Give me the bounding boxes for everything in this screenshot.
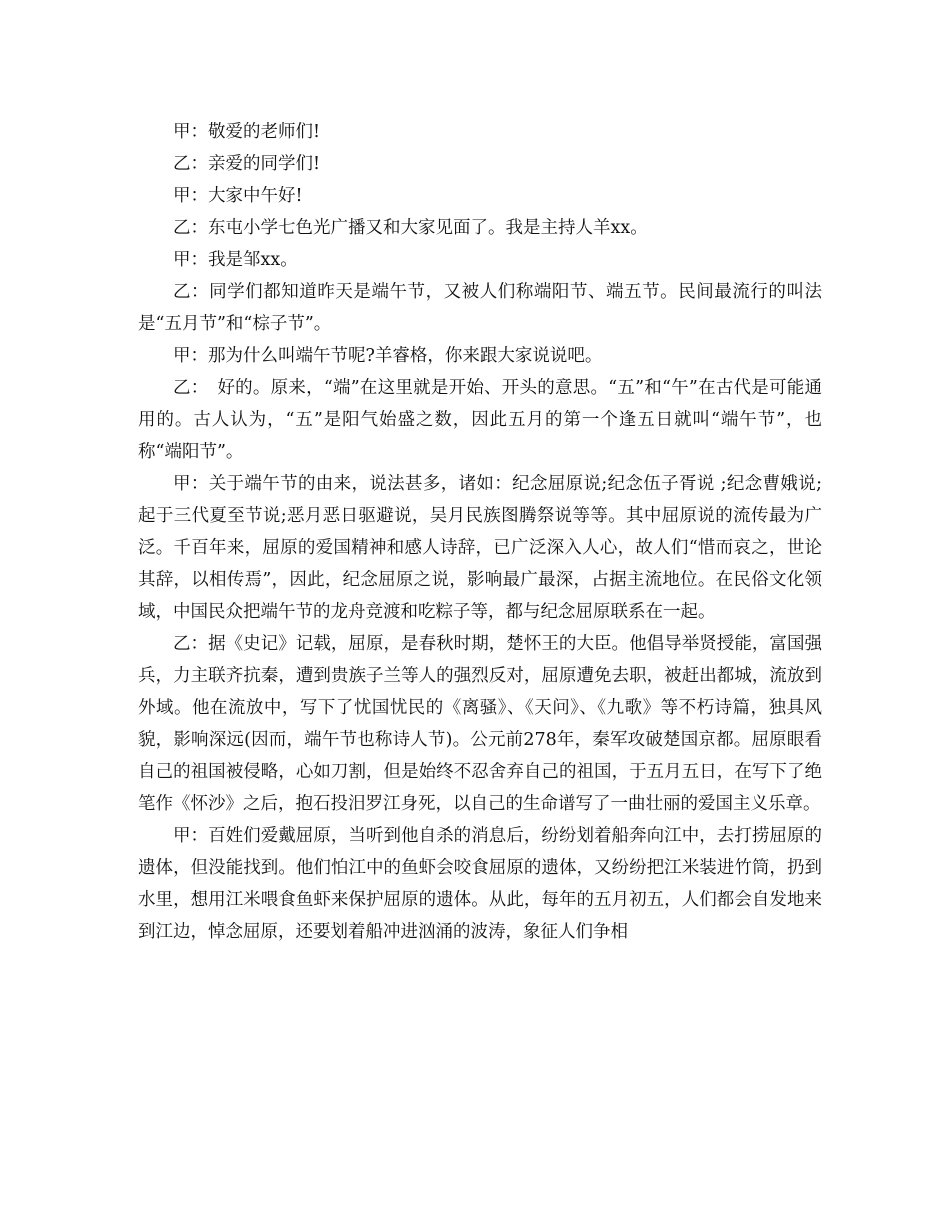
paragraph-people-mourning: 甲：百姓们爱戴屈原，当听到他自杀的消息后，纷纷划着船奔向江中，去打捞屈原的遗体，但没能找到。他们怕江中的鱼虾会咬食屈原的遗体，又纷纷把江米装进竹筒，扔到水里，想用江米喂食鱼虾来保护屈原的遗体。从此，每年的五月初五，人们都会自发地来到江边，悼念屈原，还要划着船冲进汹涌的波涛，象征人们争相 bbox=[138, 826, 822, 942]
paragraph-qu-yuan-history: 乙：据《史记》记载，屈原，是春秋时期，楚怀王的大臣。他倡导举贤授能，富国强兵，力主联齐抗秦，遭到贵族子兰等人的强烈反对，屈原遭免去职，被赶出都城，流放到外域。他在流放中，写下了忧国忧民的《离骚》、《天问》、《九歌》等不朽诗篇，独具风貌，影响深远(因而，端午节也称诗人节)。公元前278年，秦军攻破楚国京都。屈原眼看自己的祖国被侵略，心如刀割，但是始终不忍舍弃自己的祖国，于五月五日，在写下了绝笔作《怀沙》之后，抱石投汨罗江身死，以自己的生命谱写了一曲壮丽的爱国主义乐章。 bbox=[138, 634, 822, 814]
paragraph-festival-names: 乙：同学们都知道昨天是端午节，又被人们称端阳节、端五节。民间最流行的叫法是“五月节”和“棕子节”。 bbox=[138, 282, 822, 334]
paragraph-origins: 甲：关于端午节的由来，说法甚多，诸如：纪念屈原说;纪念伍子胥说 ;纪念曹娥说;起于三代夏至节说;恶月恶日驱避说，吴月民族图腾祭说等等。其中屈原说的流传最为广泛。千百年来，屈原的爱国精神和感人诗辞，已广泛深入人心，故人们“惜而哀之，世论其辞，以相传焉”，因此，纪念屈原之说，影响最广最深，占据主流地位。在民俗文化领域，中国民众把端午节的龙舟竞渡和吃粽子等，都与纪念屈原联系在一起。 bbox=[138, 474, 822, 622]
paragraph-meaning: 乙： 好的。原来，“端”在这里就是开始、开头的意思。“五”和“午”在古代是可能通用的。古人认为，“五”是阳气始盛之数，因此五月的第一个逢五日就叫“端午节”，也称“端阳节”。 bbox=[138, 378, 822, 462]
paragraph-host-intro-2: 甲：我是邹xx。 bbox=[173, 250, 298, 270]
paragraph-question: 甲：那为什么叫端午节呢?羊睿格，你来跟大家说说吧。 bbox=[173, 346, 603, 366]
paragraph-host-intro-1: 乙：东屯小学七色光广播又和大家见面了。我是主持人羊xx。 bbox=[173, 218, 648, 238]
paragraph-greeting-teachers: 甲：敬爱的老师们! bbox=[173, 122, 321, 142]
paragraph-greeting-students: 乙：亲爱的同学们! bbox=[173, 154, 321, 174]
paragraph-greeting-noon: 甲：大家中午好! bbox=[173, 186, 303, 206]
